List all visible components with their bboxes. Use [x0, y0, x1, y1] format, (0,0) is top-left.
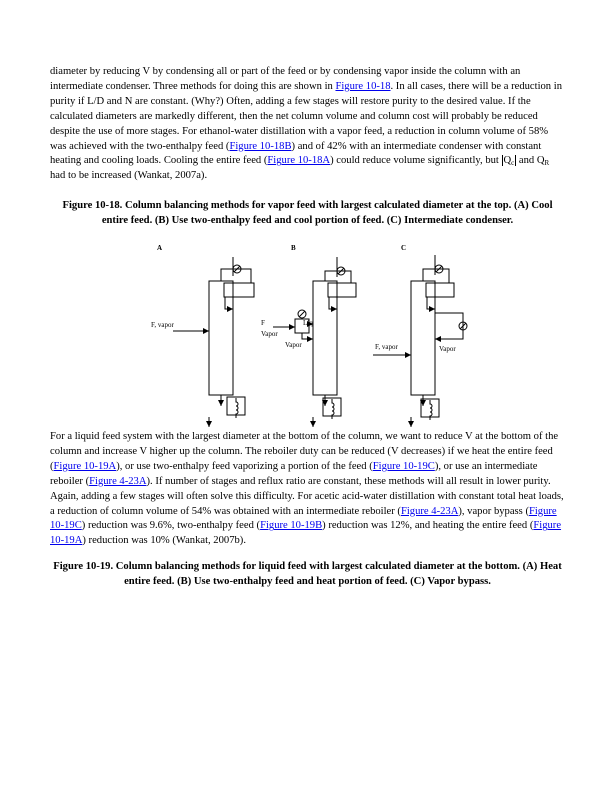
liq-label: Liq	[303, 319, 313, 327]
text-run: ). If number of stages and reflux ratio are constant, these methods will all result in lower purity. Again, adding a few stages will often solve this difficulty. For acetic acid-water distillation with constant total heat loads, a reduction of column volume of 54% was obtained with an intermediate reboiler (	[50, 475, 564, 517]
panel-c	[373, 255, 467, 427]
text-run: For a liquid feed system with the largest diameter at the bottom of the column, we want to reduce V at the bottom of the column and increase V higher up the column. The reboiler duty can be reduced (V decreases) if we heat the entire feed (	[50, 431, 559, 472]
text-run: ), or use two-enthalpy feed vaporizing a portion of the feed (	[116, 460, 373, 472]
panel-b-label: B	[291, 244, 296, 252]
link-figure-10-19b[interactable]: Figure 10-19B	[260, 520, 323, 532]
link-figure-10-19c[interactable]: Figure 10-19C	[372, 460, 435, 472]
text-run: diameter by reducing V by condensing all or part of the feed or by condensing vapor inside the column with an intermediate condenser. Three methods for doing this are shown in	[50, 66, 521, 92]
text-run: had to be increased (Wankat, 2007a).	[50, 170, 208, 182]
link-figure-10-18[interactable]: Figure 10-18	[335, 80, 391, 92]
link-figure-10-18a[interactable]: Figure 10-18A	[267, 155, 331, 167]
text-run: ) reduction was 9.6%, two-enthalpy feed (	[81, 520, 261, 532]
feed-a-label: F, vapor	[151, 321, 174, 329]
link-figure-10-19a[interactable]: Figure 10-19A	[53, 460, 117, 472]
feed-c-label: F, vapor	[375, 343, 398, 351]
figure-10-18-diagram	[145, 243, 475, 428]
text-run: ), or use an intermediate reboiler (	[50, 460, 538, 487]
vapor-c-label: Vapor	[439, 345, 456, 353]
qr-symbol: Q	[536, 155, 545, 167]
qc-subscript: c	[511, 159, 515, 168]
text-run: . In all cases, there will be a reduction in purity if L/D and N are constant. (Why?) Often, adding a few stages will restore purity to the desired value. If the calculated diameters are markedly different, then the net column volume and column cost will probably be reduced despite the use of more stages. For ethanol-water distillation with a vapor feed, a reduction in column volume of 58% was achieved with the two-enthalpy feed (	[50, 80, 562, 152]
text-run: and	[516, 155, 537, 167]
panel-c-label: C	[401, 244, 407, 252]
text-run: ) reduction was 10% (Wankat, 2007b).	[82, 535, 246, 547]
panel-a-label: A	[157, 244, 163, 252]
text-run: ) could reduce volume significantly, but	[330, 155, 502, 167]
link-figure-4-23a[interactable]: Figure 4-23A	[89, 475, 147, 487]
feed-b-label: F	[261, 319, 265, 327]
link-figure-10-18b[interactable]: Figure 10-18B	[229, 140, 292, 152]
vapor-b-label: Vapor	[285, 341, 302, 349]
text-run: ), vapor bypass (	[458, 505, 529, 517]
column-b	[313, 281, 337, 395]
panel-a	[173, 257, 254, 427]
link-figure-10-19a[interactable]: Figure 10-19A	[50, 520, 562, 547]
figure-10-18-caption: Figure 10-18. Column balancing methods for vapor feed with largest calculated diameter at the top. (A) Cool entire feed. (B) Use two-enthalpy feed and cool portion of feed. (C) Intermediate condenser.	[62, 200, 553, 226]
feed-b-vapor-label: Vapor	[261, 330, 278, 338]
qr-subscript: R	[544, 159, 550, 168]
column-a	[209, 281, 233, 395]
column-c	[411, 281, 435, 395]
paragraph-1	[50, 65, 565, 184]
qc-symbol: Q	[503, 155, 512, 167]
paragraph-2	[50, 430, 565, 549]
link-figure-10-19c[interactable]: Figure 10-19C	[50, 505, 557, 532]
link-figure-4-23a[interactable]: Figure 4-23A	[400, 505, 459, 517]
figure-10-19-caption: Figure 10-19. Column balancing methods for liquid feed with largest calculated diameter at the bottom. (A) Heat entire feed. (B) Use two-enthalpy feed and heat portion of feed. (C) Vapor bypass.	[53, 561, 562, 587]
text-run: ) and of 42% with an intermediate condenser with constant heating and cooling loads. Cooling the entire feed (	[50, 140, 542, 167]
text-run: ) reduction was 12%, and heating the entire feed (	[322, 520, 534, 532]
qc-abs	[502, 155, 517, 166]
